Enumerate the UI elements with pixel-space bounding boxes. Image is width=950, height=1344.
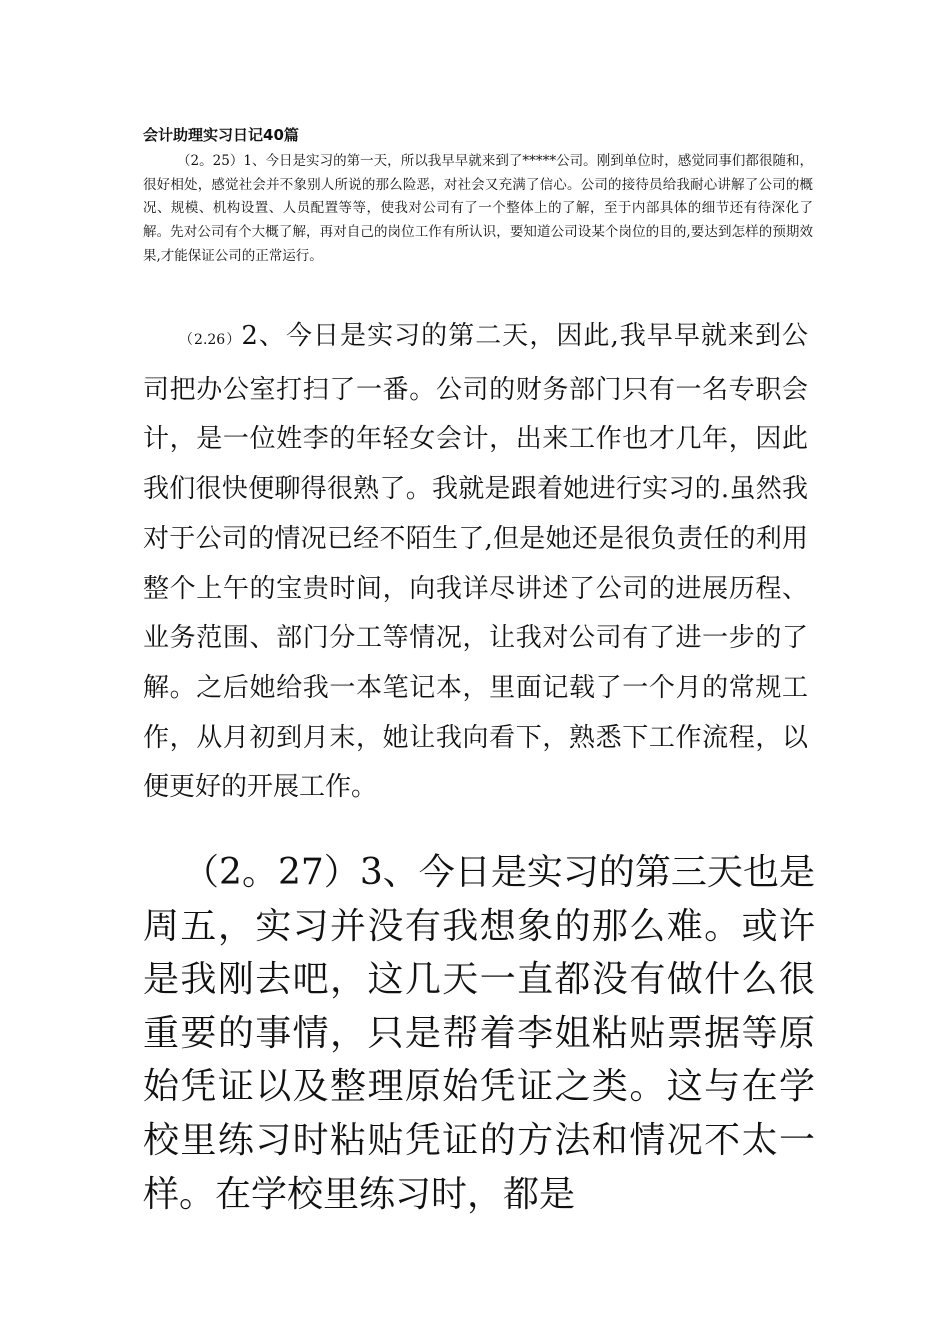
entry-date: （2。25）	[177, 153, 244, 169]
entry-text: 2、今日是实习的第二天，因此,我早早就来到公司把办公室打扫了一番。公司的财务部门只有一名专职会计，是一位姓李的年轻女会计，出来工作也才几年，因此我们很快便聊得很熟了。我就是跟着她进行实习的.虽然我对于公司的情况已经不陌生了,但是她还是很负责任的利用整个上午的宝贵时间，向我详尽讲述了公司的进展历程、业务范围、部门分工等情况，让我对公司有了进一步的了解。之后她给我一本笔记本，里面记载了一个月的常规工作，从月初到月末，她让我向看下，熟悉下工作流程，以便更好的开展工作。	[143, 321, 809, 803]
entry-date: （2.26）	[179, 332, 242, 348]
entry-text: 1、今日是实习的第一天，所以我早早就来到了*****公司。刚到单位时，感觉同事们都很随和，很好相处，感觉社会并不象别人所说的那么险恶，对社会又充满了信心。公司的接待员给我耐心讲解了公司的概况、规模、机构设置、人员配置等等，使我对公司有了一个整体上的了解，至于内部具体的细节还有待深化了解。先对公司有个大概了解，再对自己的岗位工作有所认识，要知道公司设某个岗位的目的,要达到怎样的预期效果,才能保证公司的正常运行。	[143, 153, 813, 264]
diary-entry-3	[143, 846, 815, 1221]
diary-entry-1	[143, 150, 813, 269]
entry-date: （2。27）	[183, 852, 360, 893]
document-title: 会计助理实习日记40篇	[143, 126, 299, 144]
diary-entry-2	[143, 312, 808, 813]
entry-text: 3、今日是实习的第三天也是周五，实习并没有我想象的那么难。或许是我刚去吧，这几天一直都没有做什么很重要的事情，只是帮着李姐粘贴票据等原始凭证以及整理原始凭证之类。这与在学校里练习时粘贴凭证的方法和情况不太一样。在学校里练习时，都是	[143, 852, 815, 1215]
